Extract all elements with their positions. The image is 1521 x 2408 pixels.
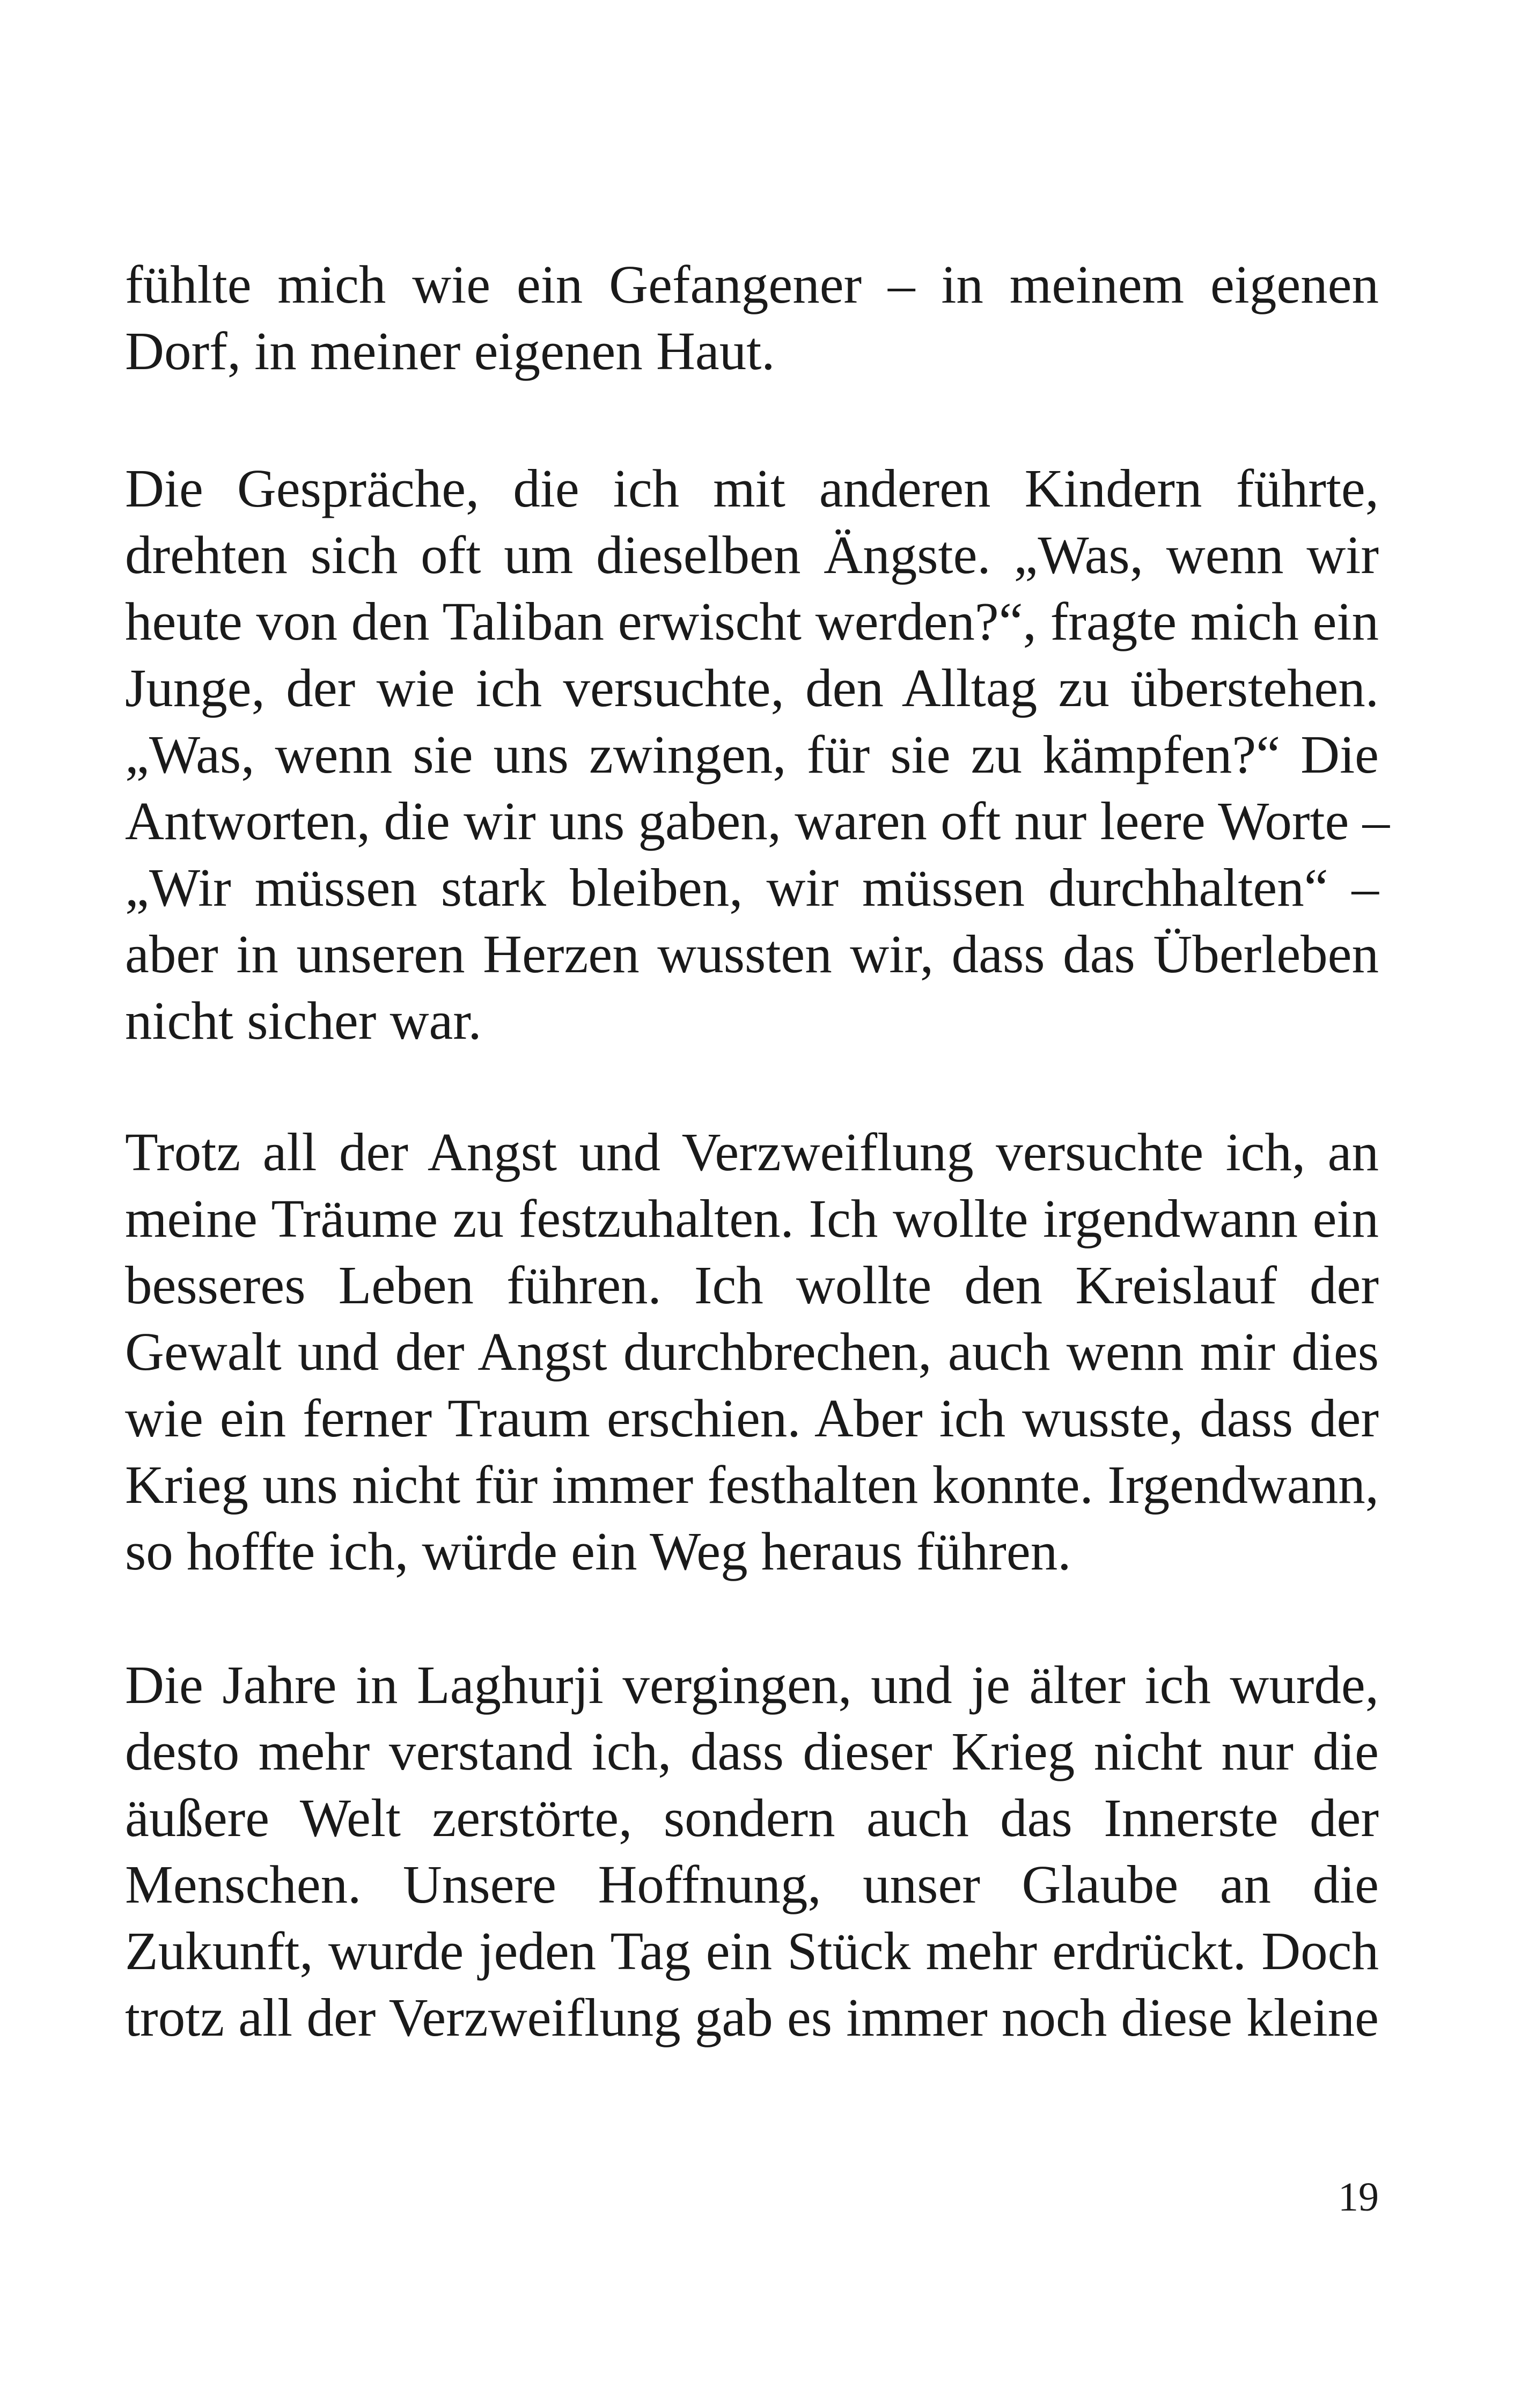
text-line: Dorf, in meiner eigenen Haut. — [125, 321, 775, 381]
text-line: „Wir müssen stark bleiben, wir müssen durchhalten“ – — [125, 857, 1379, 917]
text-line: drehten sich oft um dieselben Ängste. „Was, wenn wir — [125, 525, 1379, 585]
text-line: Antworten, die wir uns gaben, waren oft nur leere Worte – — [125, 791, 1390, 851]
text-line: Junge, der wie ich versuchte, den Alltag zu überstehen. — [125, 658, 1379, 718]
text-line: Krieg uns nicht für immer festhalten konnte. Irgendwann, — [125, 1455, 1379, 1515]
paragraph-2 — [125, 455, 1390, 1054]
text-line: Gewalt und der Angst durchbrechen, auch wenn mir dies — [125, 1322, 1379, 1382]
paragraph-4 — [125, 1651, 1379, 2051]
page-number: 19 — [1338, 2175, 1379, 2220]
text-line: desto mehr verstand ich, dass dieser Krieg nicht nur die — [125, 1721, 1379, 1781]
text-line: „Was, wenn sie uns zwingen, für sie zu kämpfen?“ Die — [125, 724, 1379, 784]
paragraph-3 — [125, 1119, 1379, 1584]
text-line: trotz all der Verzweiflung gab es immer noch diese kleine — [125, 1987, 1379, 2047]
text-line: nicht sicher war. — [125, 990, 482, 1051]
text-line: heute von den Taliban erwischt werden?“, fragte mich ein — [125, 591, 1379, 651]
text-line: Die Gespräche, die ich mit anderen Kindern führte, — [125, 458, 1379, 518]
text-line: äußere Welt zerstörte, sondern auch das Innerste der — [125, 1788, 1379, 1848]
text-line: besseres Leben führen. Ich wollte den Kreislauf der — [125, 1255, 1379, 1315]
text-line: Trotz all der Angst und Verzweiflung versuchte ich, an — [125, 1122, 1379, 1182]
text-line: fühlte mich wie ein Gefangener – in meinem eigenen — [125, 254, 1379, 314]
text-line: so hoffte ich, würde ein Weg heraus führen. — [125, 1521, 1071, 1581]
text-line: Zukunft, wurde jeden Tag ein Stück mehr erdrückt. Doch — [125, 1921, 1379, 1981]
paragraph-1 — [125, 251, 1379, 384]
text-line: Menschen. Unsere Hoffnung, unser Glaube an die — [125, 1854, 1379, 1914]
text-line: aber in unseren Herzen wussten wir, dass das Überleben — [125, 924, 1379, 984]
text-line: wie ein ferner Traum erschien. Aber ich wusste, dass der — [125, 1388, 1379, 1448]
text-line: meine Träume zu festzuhalten. Ich wollte irgendwann ein — [125, 1188, 1379, 1249]
text-line: Die Jahre in Laghurji vergingen, und je älter ich wurde, — [125, 1655, 1379, 1715]
